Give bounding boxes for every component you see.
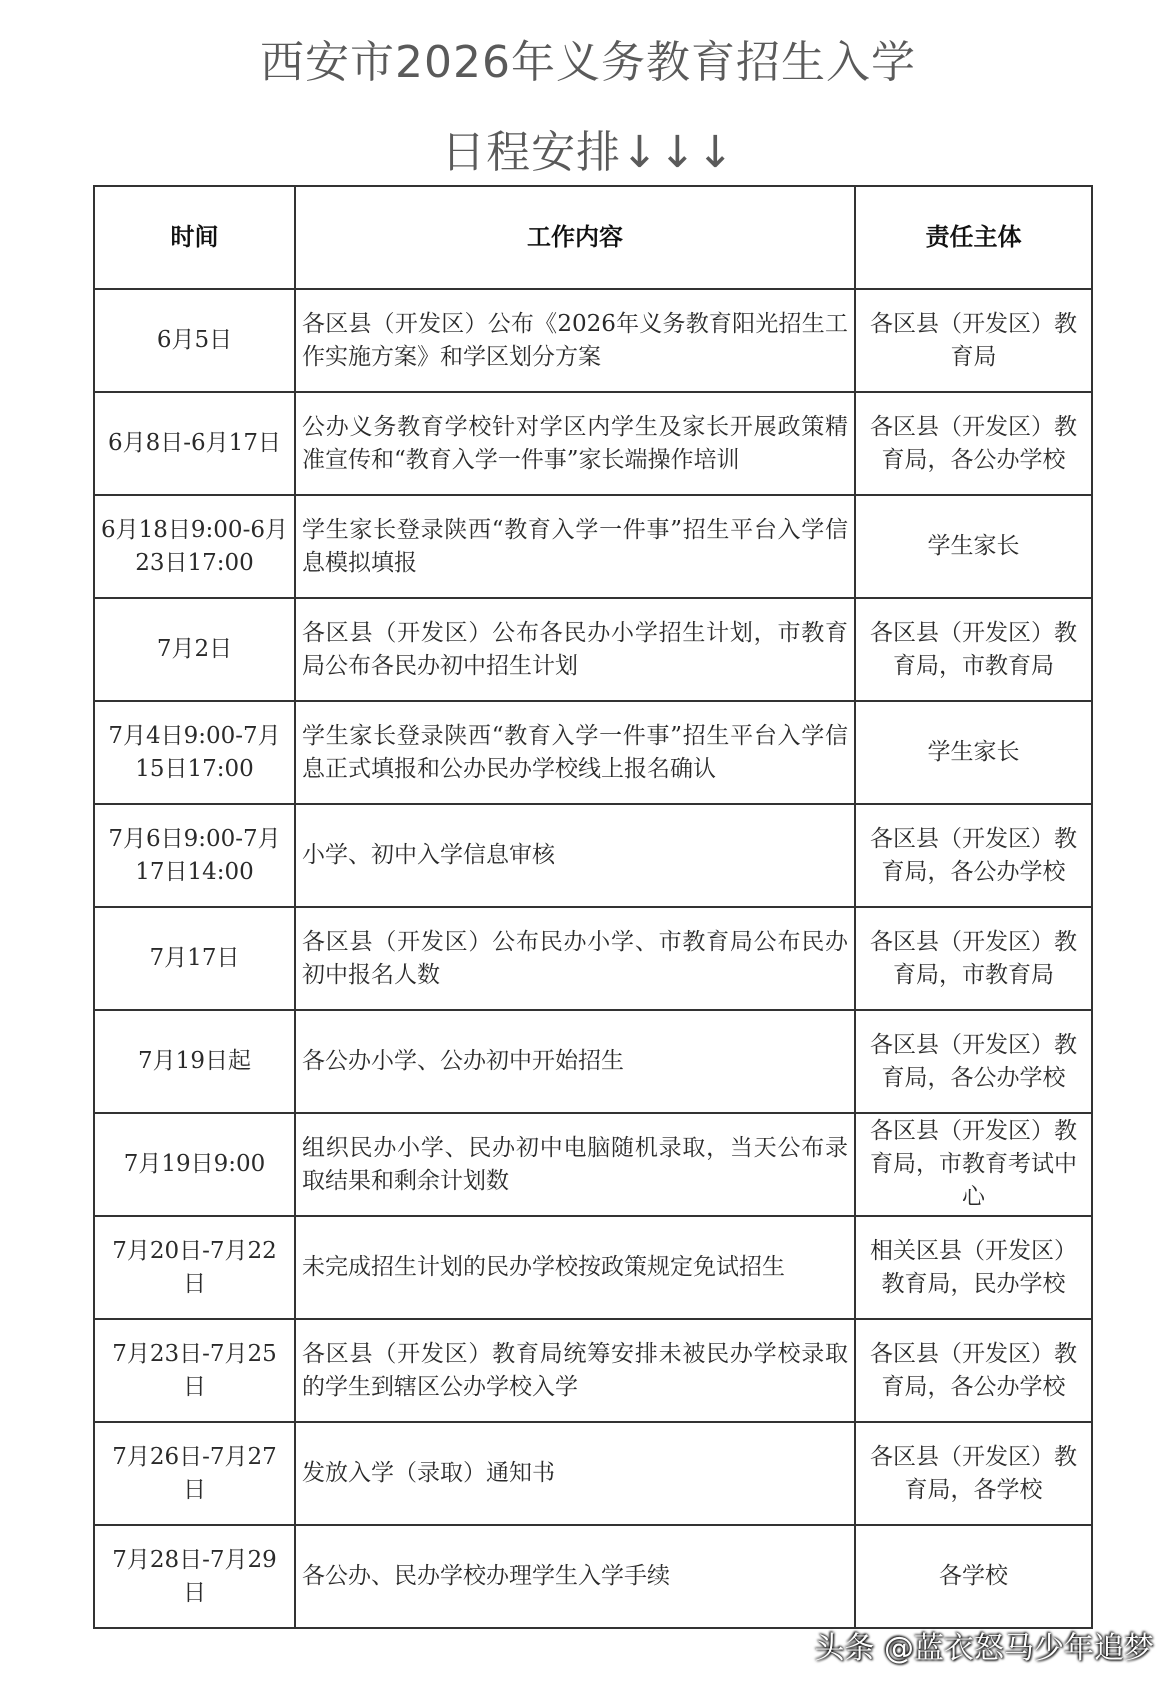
row-owner: 各区县（开发区）教育局，市教育局 <box>855 598 1092 701</box>
row-time: 7月19日起 <box>94 1010 295 1113</box>
row-time: 7月6日9:00-7月17日14:00 <box>94 804 295 907</box>
row-content: 公办义务教育学校针对学区内学生及家长开展政策精准宣传和“教育入学一件事”家长端操作培训 <box>295 392 855 495</box>
row-content: 发放入学（录取）通知书 <box>295 1422 855 1525</box>
row-time: 7月20日-7月22日 <box>94 1216 295 1319</box>
row-owner: 各区县（开发区）教育局，各公办学校 <box>855 392 1092 495</box>
row-owner: 各区县（开发区）教育局，市教育考试中心 <box>855 1113 1092 1216</box>
table-row <box>94 598 1092 701</box>
row-time: 7月23日-7月25日 <box>94 1319 295 1422</box>
row-owner: 各区县（开发区）教育局，市教育局 <box>855 907 1092 1010</box>
row-content: 小学、初中入学信息审核 <box>295 804 855 907</box>
table-header-row <box>94 186 1092 289</box>
table-row <box>94 1216 1092 1319</box>
row-owner: 学生家长 <box>855 701 1092 804</box>
table-row <box>94 1422 1092 1525</box>
table-row <box>94 1525 1092 1628</box>
table-row <box>94 907 1092 1010</box>
row-owner: 各区县（开发区）教育局 <box>855 289 1092 392</box>
schedule-table <box>93 185 1093 1629</box>
row-time: 6月5日 <box>94 289 295 392</box>
table-row <box>94 701 1092 804</box>
row-content: 学生家长登录陕西“教育入学一件事”招生平台入学信息正式填报和公办民办学校线上报名确认 <box>295 701 855 804</box>
row-time: 7月28日-7月29日 <box>94 1525 295 1628</box>
row-owner: 学生家长 <box>855 495 1092 598</box>
page-title: 西安市2026年义务教育招生入学 <box>260 37 916 88</box>
table-row <box>94 1319 1092 1422</box>
row-owner: 各区县（开发区）教育局，各公办学校 <box>855 1010 1092 1113</box>
row-content: 各区县（开发区）公布《2026年义务教育阳光招生工作实施方案》和学区划分方案 <box>295 289 855 392</box>
table-row <box>94 1113 1092 1216</box>
row-time: 7月17日 <box>94 907 295 1010</box>
row-owner: 各区县（开发区）教育局，各公办学校 <box>855 1319 1092 1422</box>
row-content: 未完成招生计划的民办学校按政策规定免试招生 <box>295 1216 855 1319</box>
table-row <box>94 1010 1092 1113</box>
row-content: 各区县（开发区）教育局统筹安排未被民办学校录取的学生到辖区公办学校入学 <box>295 1319 855 1422</box>
table-row <box>94 392 1092 495</box>
row-content: 各公办、民办学校办理学生入学手续 <box>295 1525 855 1628</box>
row-owner: 各区县（开发区）教育局，各学校 <box>855 1422 1092 1525</box>
table-row <box>94 804 1092 907</box>
row-time: 7月2日 <box>94 598 295 701</box>
row-time: 7月26日-7月27日 <box>94 1422 295 1525</box>
header-owner: 责任主体 <box>855 186 1092 289</box>
row-owner: 各学校 <box>855 1525 1092 1628</box>
row-time: 7月4日9:00-7月15日17:00 <box>94 701 295 804</box>
row-content: 各区县（开发区）公布民办小学、市教育局公布民办初中报名人数 <box>295 907 855 1010</box>
row-content: 学生家长登录陕西“教育入学一件事”招生平台入学信息模拟填报 <box>295 495 855 598</box>
row-time: 6月18日9:00-6月23日17:00 <box>94 495 295 598</box>
row-content: 各区县（开发区）公布各民办小学招生计划，市教育局公布各民办初中招生计划 <box>295 598 855 701</box>
row-content: 各公办小学、公办初中开始招生 <box>295 1010 855 1113</box>
page-subtitle: 日程安排↓↓↓ <box>441 127 735 178</box>
row-owner: 各区县（开发区）教育局，各公办学校 <box>855 804 1092 907</box>
watermark: 头条 @蓝衣怒马少年追梦 <box>814 1631 1154 1666</box>
row-owner: 相关区县（开发区）教育局，民办学校 <box>855 1216 1092 1319</box>
row-time: 6月8日-6月17日 <box>94 392 295 495</box>
header-content: 工作内容 <box>295 186 855 289</box>
table-row <box>94 495 1092 598</box>
header-time: 时间 <box>94 186 295 289</box>
table-row <box>94 289 1092 392</box>
row-content: 组织民办小学、民办初中电脑随机录取，当天公布录取结果和剩余计划数 <box>295 1113 855 1216</box>
row-time: 7月19日9:00 <box>94 1113 295 1216</box>
